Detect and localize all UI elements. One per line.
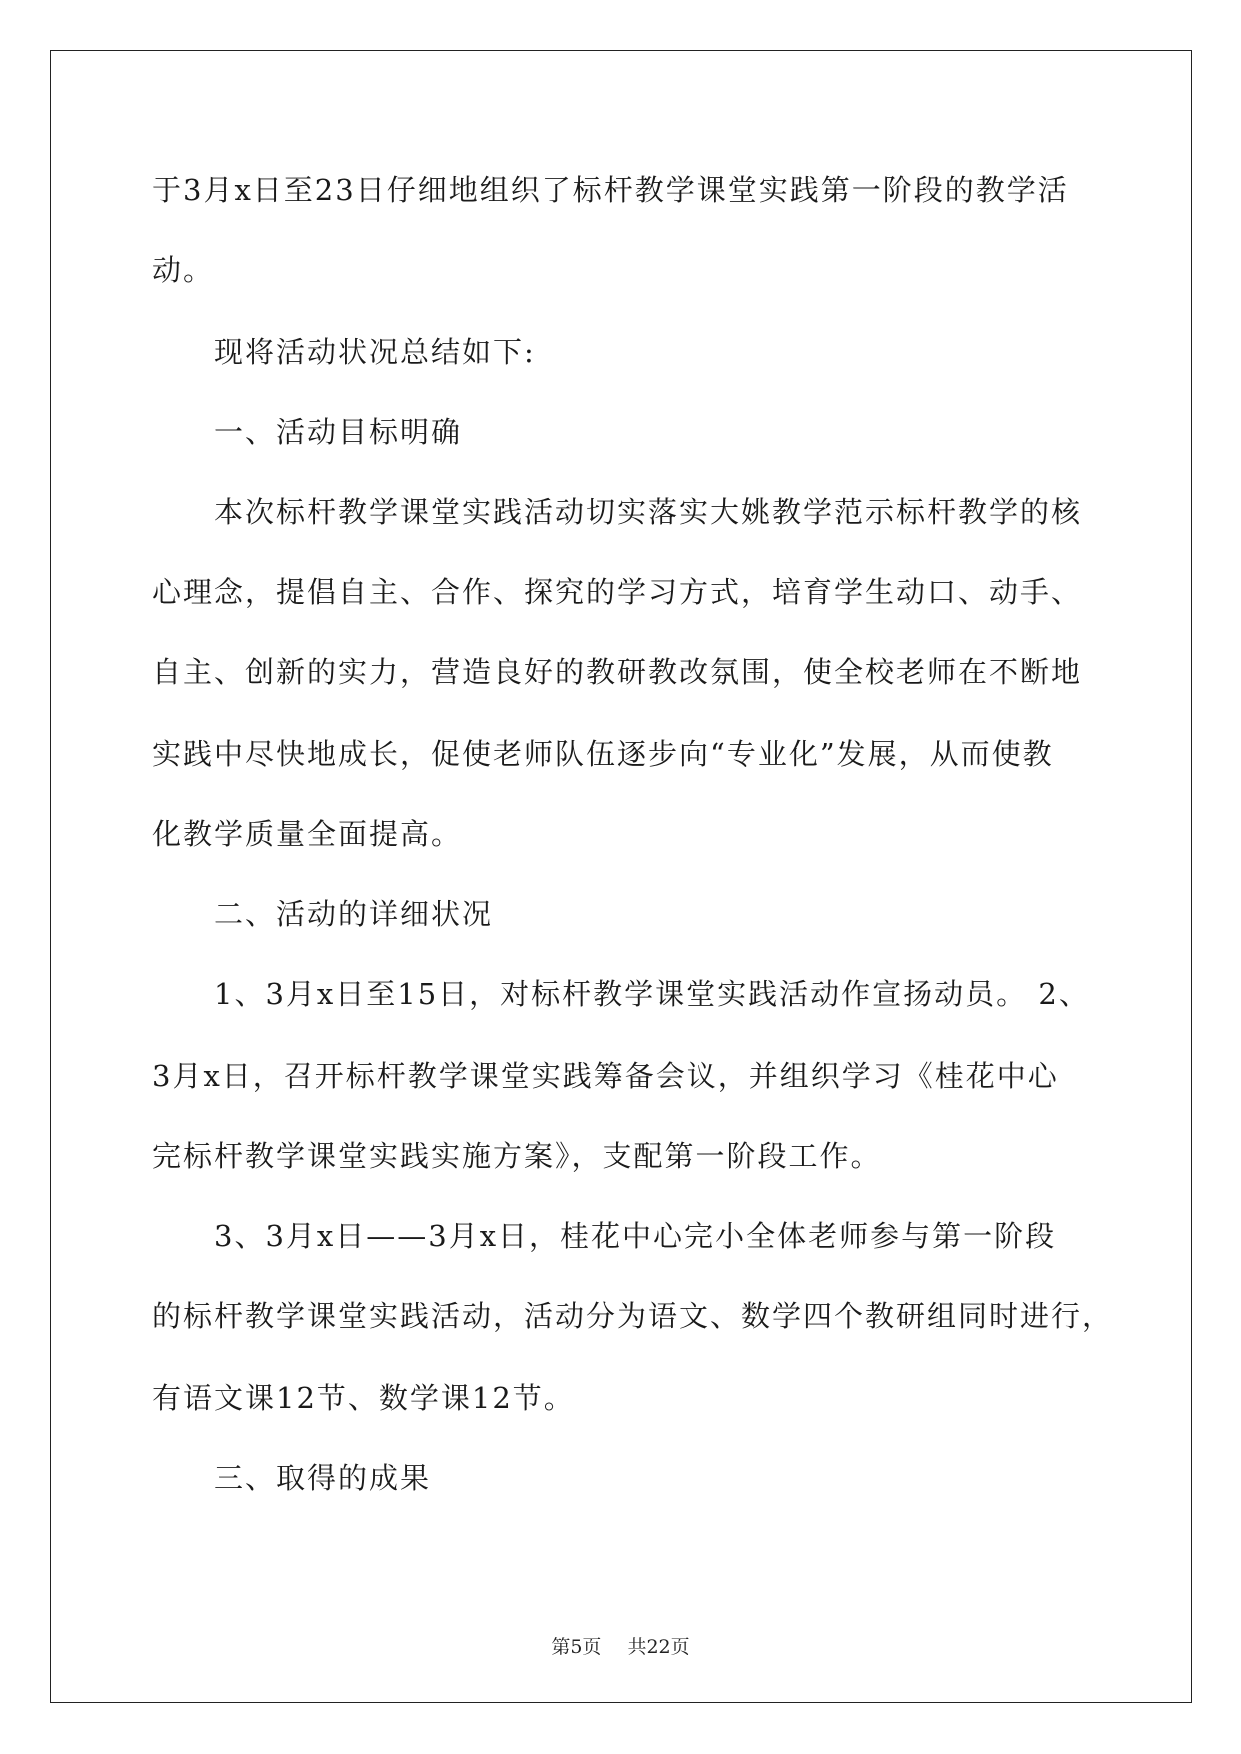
paragraph-line: 实践中尽快地成长，促使老师队伍逐步向“专业化”发展，从而使教 xyxy=(152,737,1054,771)
section-heading: 二、活动的详细状况 xyxy=(214,897,494,931)
page-number: 第5页 xyxy=(551,1636,602,1658)
page-border xyxy=(50,50,1192,1703)
paragraph-line: 于3月x日至23日仔细地组织了标杆教学课堂实践第一阶段的教学活 xyxy=(152,173,1069,207)
page-total: 共22页 xyxy=(627,1636,690,1658)
section-heading: 三、取得的成果 xyxy=(214,1461,432,1495)
paragraph-line: 1、3月x日至15日，对标杆教学课堂实践活动作宣扬动员。 2、 xyxy=(214,977,1090,1011)
paragraph-line: 完标杆教学课堂实践实施方案》，支配第一阶段工作。 xyxy=(152,1139,882,1173)
paragraph-line: 3月x日，召开标杆教学课堂实践筹备会议，并组织学习《桂花中心 xyxy=(152,1059,1059,1093)
paragraph-line: 本次标杆教学课堂实践活动切实落实大姚教学范示标杆教学的核 xyxy=(214,495,1083,529)
paragraph-line: 的标杆教学课堂实践活动，活动分为语文、数学四个教研组同时进行， xyxy=(152,1299,1114,1333)
paragraph-line: 化教学质量全面提高。 xyxy=(152,817,463,851)
paragraph-line: 动。 xyxy=(152,253,215,287)
section-heading: 一、活动目标明确 xyxy=(214,415,463,449)
paragraph-line: 现将活动状况总结如下: xyxy=(214,335,536,369)
page-footer xyxy=(0,1632,1241,1659)
paragraph-line: 有语文课12节、数学课12节。 xyxy=(152,1381,575,1415)
paragraph-line: 心理念，提倡自主、合作、探究的学习方式，培育学生动口、动手、 xyxy=(152,575,1083,609)
paragraph-line: 3、3月x日——3月x日，桂花中心完小全体老师参与第一阶段 xyxy=(214,1219,1057,1253)
paragraph-line: 自主、创新的实力，营造良好的教研教改氛围，使全校老师在不断地 xyxy=(152,655,1083,689)
